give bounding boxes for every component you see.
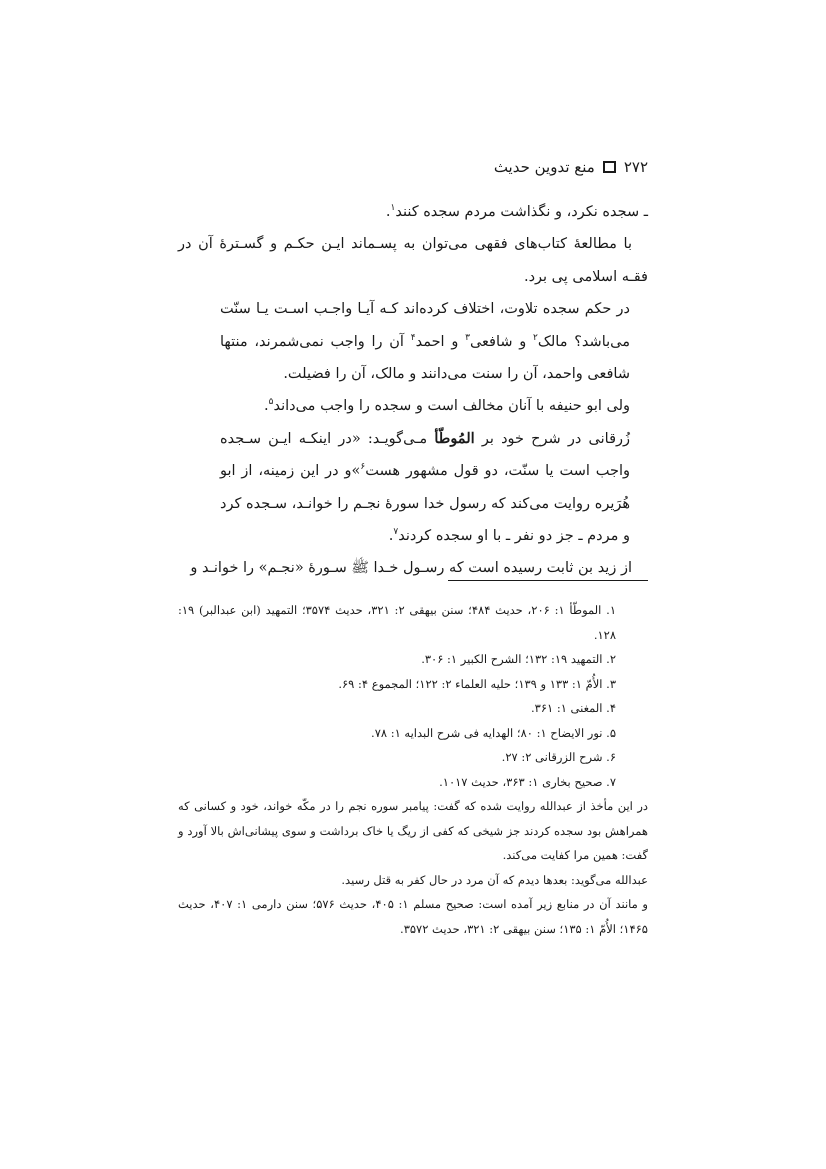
text-run: »و در این زمینه، از ابو هُرَیره روایت می‌کند که رسول خدا سورهٔ نجـم را خوانـد، سـجده کرد و مردم ـ جز دو نفر ـ با او سجده کردند [220,463,630,545]
text-run: ولی ابو حنیفه با آنان مخالف است و سجده را واجب می‌داند [273,398,630,415]
running-header [494,156,648,178]
square-ornament-icon [603,161,616,173]
main-text [178,196,648,585]
text-run: زُرقانی در شرح خود بر [474,430,630,447]
footnote: ۶. شرح الزرقانی ۲: ۲۷. [501,750,616,764]
text-run: . [264,398,269,415]
paragraph [178,196,648,228]
book-title: المُوطّأ [434,429,475,447]
footnote-separator [448,580,648,581]
text-run: . [388,528,394,545]
footnote: ۴. المغنی ۱: ۳۶۱. [530,701,616,715]
text-run: و شافعی [469,333,534,350]
footnotes [178,598,648,941]
text-run: و احمد [415,333,466,350]
text-run: مـی‌گویـد: «در اینکـه ایـن سـجده واجب است یا سنّت، دو قول مشهور هست [220,430,630,480]
footnote-ref: ۲ [533,332,538,343]
running-title: منع تدوین حدیث [493,158,595,176]
footnote: ۷. صحیح بخاری ۱: ۳۶۳، حدیث ۱۰۱۷. [439,774,616,789]
indented-paragraph [220,293,630,390]
footnote: ۲. التمهید ۱۹: ۱۳۲؛ الشرح الکبیر ۱: ۳۰۶. [421,652,616,666]
footnote: ۱. الموطّأ ۱: ۲۰۶، حدیث ۴۸۴؛ سنن بیهقی ۲: ۳۲۱، حدیث ۳۵۷۴؛ التمهید (ابن عبدالبر) ۱۹: ۱۲۸. [178,603,616,642]
indented-paragraph [220,423,630,553]
paragraph: از زید بن ثابت رسیده است که رسـول خـدا ﷺ سـورهٔ «نجـم» را خوانـد و [190,560,632,577]
footnote-continuation: در این مأخذ از عبدالله روایت شده که گفت: پیامبر سوره نجم را در مکّه خواند، خود و کسانی که همراهش بود سجده کردند جز شیخی که کفی از ریگ یا خاک برداشت و سوی پیشانی‌اش بالا آورد و گفت: همین مرا کفایت می‌کند. [178,799,648,862]
footnote-ref: ۴ [410,332,416,343]
footnote-ref: ۵ [268,397,274,408]
paragraph: با مطالعهٔ کتاب‌های فقهی می‌توان به پسـماند ایـن حکـم و گسـترهٔ آن در فقـه اسلامی پی برد. [178,236,648,285]
footnote-ref: ۳ [465,332,470,343]
text-run: آن را واجب نمی‌شمرند، منتها شافعی واحمد، آن را سنت می‌دانند و مالک، آن را فضیلت. [220,333,630,383]
indented-paragraph [220,390,630,422]
text-run: ـ سجده نکرد، و نگذاشت مردم سجده کنند [395,204,648,220]
footnote-ref: ۱ [390,203,396,214]
footnote-ref: ۶ [360,462,366,473]
footnote: ۵. نور الایضاح ۱: ۸۰؛ الهدایه فی شرح البدایه ۱: ۷۸. [371,725,616,740]
footnote: ۳. الأُمّ ۱: ۱۳۳ و ۱۳۹؛ حلیه العلماء ۲: ۱۲۲؛ المجموع ۴: ۶۹. [338,676,616,691]
page-number: ۲۷۲ [623,158,648,176]
footnote-continuation: عبدالله می‌گوید: بعدها دیدم که آن مرد در حال کفر به قتل رسید. [341,872,648,887]
footnote-continuation: و مانند آن در منابع زیر آمده است: صحیح مسلم ۱: ۴۰۵، حدیث ۵۷۶؛ سنن دارمی ۱: ۴۰۷، حدیث ۱۴۶۵؛ الأُمّ ۱: ۱۳۵؛ سنن بیهقی ۲: ۳۲۱، حدیث ۳۵۷۲. [178,897,648,936]
text-run: در حکم سجده تلاوت، اختلاف کرده‌اند کـه آیـا واجـب اسـت یـا سنّت می‌باشد؟ مالک [220,301,630,350]
text-run: . [385,204,391,220]
footnote-ref: ۷ [393,527,399,538]
